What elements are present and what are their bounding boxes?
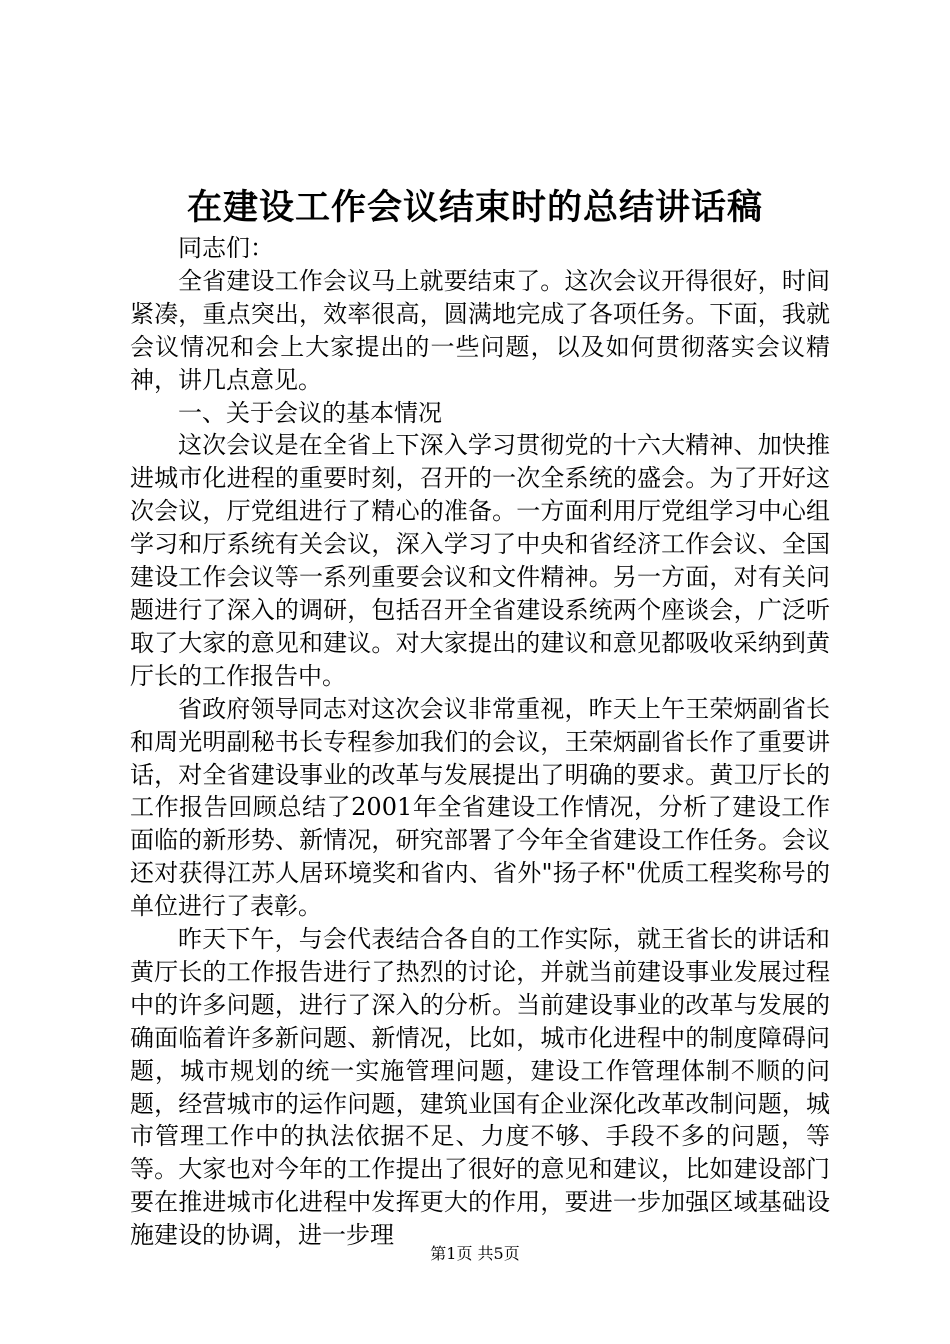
salutation-paragraph: 同志们： [178, 234, 274, 262]
body-paragraph: 全省建设工作会议马上就要结束了。这次会议开得很好，时间紧凑，重点突出，效率很高，圆满地完成了各项任务。下面，我就会议情况和会上大家提出的一些问题，以及如何贯彻落实会议精神，讲几点意见。 [130, 266, 830, 394]
document-body [130, 232, 830, 1252]
document-title: 在建设工作会议结束时的总结讲话稿 [186, 187, 763, 228]
body-paragraph: 昨天下午，与会代表结合各自的工作实际，就王省长的讲话和黄厅长的工作报告进行了热烈的讨论，并就当前建设事业发展过程中的许多问题，进行了深入的分析。当前建设事业的改革与发展的确面临着许多新问题、新情况，比如，城市化进程中的制度障碍问题，城市规划的统一实施管理问题，建设工作管理体制不顺的问题，经营城市的运作问题，建筑业国有企业深化改革改制问题，城市管理工作中的执法依据不足、力度不够、手段不多的问题，等等。大家也对今年的工作提出了很好的意见和建议，比如建设部门要在推进城市化进程中发挥更大的作用，要进一步加强区域基础设施建设的协调，进一步理 [130, 925, 830, 1250]
section-heading: 一、关于会议的基本情况 [178, 398, 442, 427]
body-paragraph: 这次会议是在全省上下深入学习贯彻党的十六大精神、加快推进城市化进程的重要时刻，召开的一次全系统的盛会。为了开好这次会议，厅党组进行了精心的准备。一方面利用厅党组学习中心组学习和厅系统有关会议，深入学习了中央和省经济工作会议、全国建设工作会议等一系列重要会议和文件精神。另一方面，对有关问题进行了深入的调研，包括召开全省建设系统两个座谈会，广泛听取了大家的意见和建议。对大家提出的建议和意见都吸收采纳到黄厅长的工作报告中。 [130, 431, 830, 690]
body-paragraph: 省政府领导同志对这次会议非常重视，昨天上午王荣炳副省长和周光明副秘书长专程参加我们的会议，王荣炳副省长作了重要讲话，对全省建设事业的改革与发展提出了明确的要求。黄卫厅长的工作报告回顾总结了2001年全省建设工作情况，分析了建设工作面临的新形势、新情况，研究部署了今年全省建设工作任务。会议还对获得江苏人居环境奖和省内、省外"扬子杯"优质工程奖称号的单位进行了表彰。 [130, 694, 830, 921]
page-number-footer: 第1页 共5页 [430, 1244, 520, 1263]
